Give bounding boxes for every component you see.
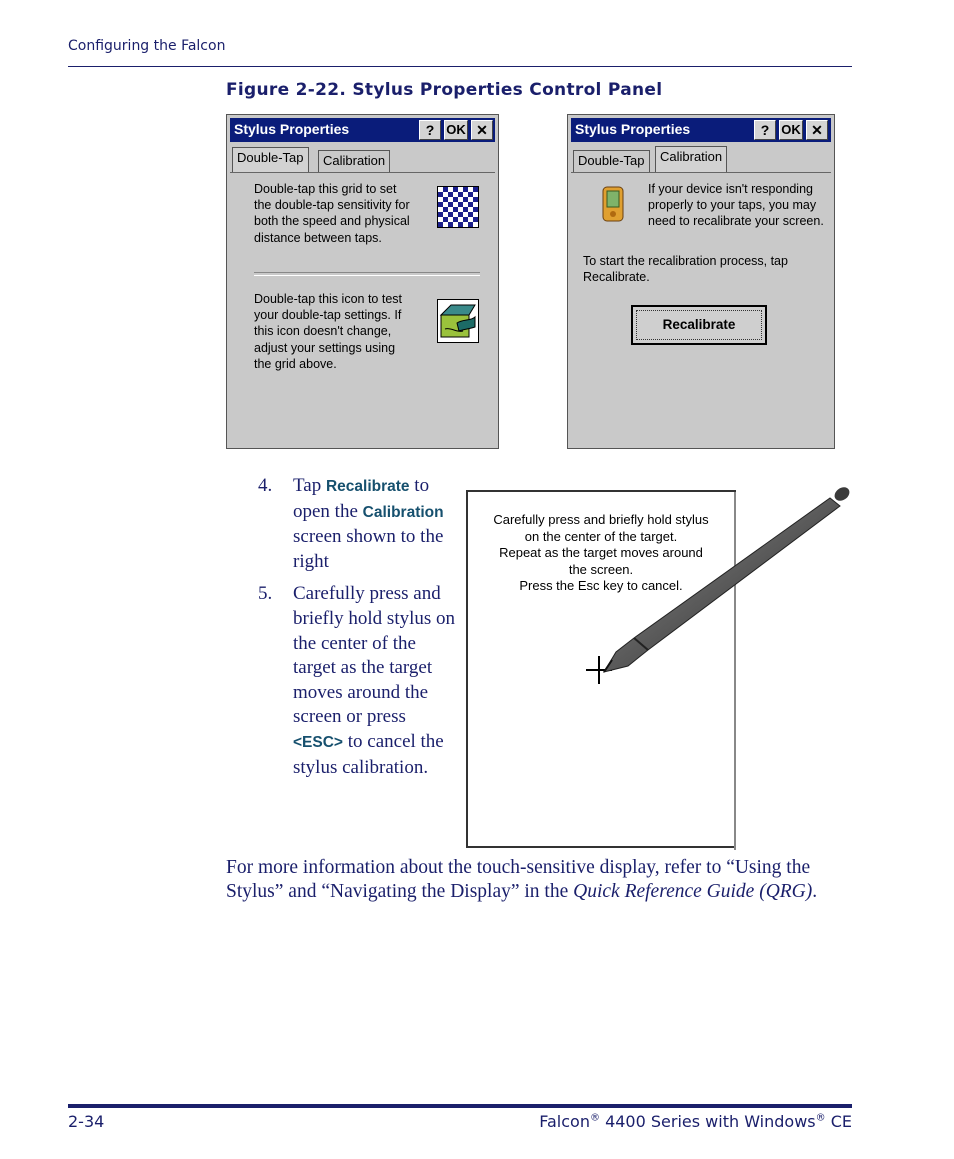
tab-calibration[interactable]: Calibration <box>655 146 727 172</box>
body-text: For more information about the touch-sensitive display, refer to “Using the Stylus” and “Navigating the Display” in the <box>226 857 811 902</box>
step-text: screen shown to the right <box>293 526 444 572</box>
help-button[interactable]: ? <box>754 120 776 140</box>
dialog-titlebar <box>230 118 495 142</box>
step-keyword-calibration: Calibration <box>362 503 444 521</box>
checkerboard-grid-icon[interactable] <box>437 186 479 228</box>
step-keyword-recalibrate: Recalibrate <box>325 478 410 495</box>
calibration-line: the screen. <box>568 561 634 577</box>
step-keyword-esc: <ESC> <box>293 733 343 751</box>
dialog-title: Stylus Properties <box>234 121 350 137</box>
registered-mark: ® <box>589 1112 600 1124</box>
help-button[interactable]: ? <box>419 120 441 140</box>
step-list <box>258 474 458 780</box>
ok-button[interactable]: OK <box>779 120 803 140</box>
registered-mark: ® <box>815 1112 826 1124</box>
calibration-intro: If your device isn't responding properly to your taps, you may need to recalibrate your screen. <box>648 182 824 229</box>
ok-button[interactable]: OK <box>444 120 468 140</box>
calibration-line: on the center of the target. <box>524 528 678 544</box>
header-rule <box>68 66 852 67</box>
tab-double-tap[interactable]: Double-Tap <box>573 150 650 172</box>
close-button[interactable]: ✕ <box>806 120 828 140</box>
stylus-properties-dialog-doubletap <box>226 114 499 449</box>
step-text: to cancel the stylus calibration. <box>293 730 444 778</box>
calibration-line: Press the Esc key to cancel. <box>519 578 683 593</box>
recalibrate-button[interactable] <box>631 305 767 345</box>
test-instructions: Double-tap this icon to test your double-tap settings. If this icon doesn't change, adjust your settings using the grid above. <box>254 292 402 371</box>
tab-content-divider <box>571 172 831 173</box>
body-paragraph <box>226 856 846 904</box>
running-header: Configuring the Falcon <box>68 38 226 54</box>
calibration-line: Repeat as the target moves around <box>499 545 703 560</box>
step-5 <box>258 582 458 780</box>
footer-product-b: 4400 Series with Windows <box>599 1112 816 1131</box>
footer-product-title <box>539 1112 852 1131</box>
step-number: 5. <box>258 583 273 605</box>
tab-content-divider <box>230 172 495 173</box>
step-number: 4. <box>258 475 273 496</box>
footer-product-a: Falcon <box>539 1112 590 1131</box>
close-button[interactable]: ✕ <box>471 120 493 140</box>
calibration-line: Carefully press and briefly hold stylus <box>493 512 709 527</box>
recalibrate-label: Recalibrate <box>662 317 736 332</box>
pda-device-icon <box>601 185 625 223</box>
calibration-start-text: To start the recalibration process, tap Recalibrate. <box>583 254 788 285</box>
page-number: 2-34 <box>68 1112 105 1131</box>
stylus-properties-dialog-calibration <box>567 114 835 449</box>
footer-product-c: CE <box>825 1112 852 1131</box>
step-4 <box>258 474 458 574</box>
double-tap-test-icon[interactable] <box>437 299 479 343</box>
stylus-pen-icon <box>594 482 856 682</box>
section-divider <box>254 272 480 276</box>
figure-caption: Figure 2-22. Stylus Properties Control Panel <box>226 80 663 100</box>
body-text-end: . <box>812 881 818 902</box>
dialog-titlebar <box>571 118 831 142</box>
step-text: Tap <box>293 475 326 496</box>
footer-rule <box>68 1104 852 1108</box>
dialog-title: Stylus Properties <box>575 121 691 137</box>
qrg-reference: Quick Reference Guide (QRG) <box>573 881 813 902</box>
step-text: Carefully press and briefly hold stylus on the center of the target as the target moves around the screen or press <box>293 583 456 728</box>
step-text: to open the <box>293 475 430 522</box>
grid-instructions: Double-tap this grid to set the double-tap sensitivity for both the speed and physical distance between taps. <box>254 182 410 245</box>
tab-double-tap[interactable]: Double-Tap <box>232 147 309 173</box>
tab-calibration[interactable]: Calibration <box>318 150 390 172</box>
